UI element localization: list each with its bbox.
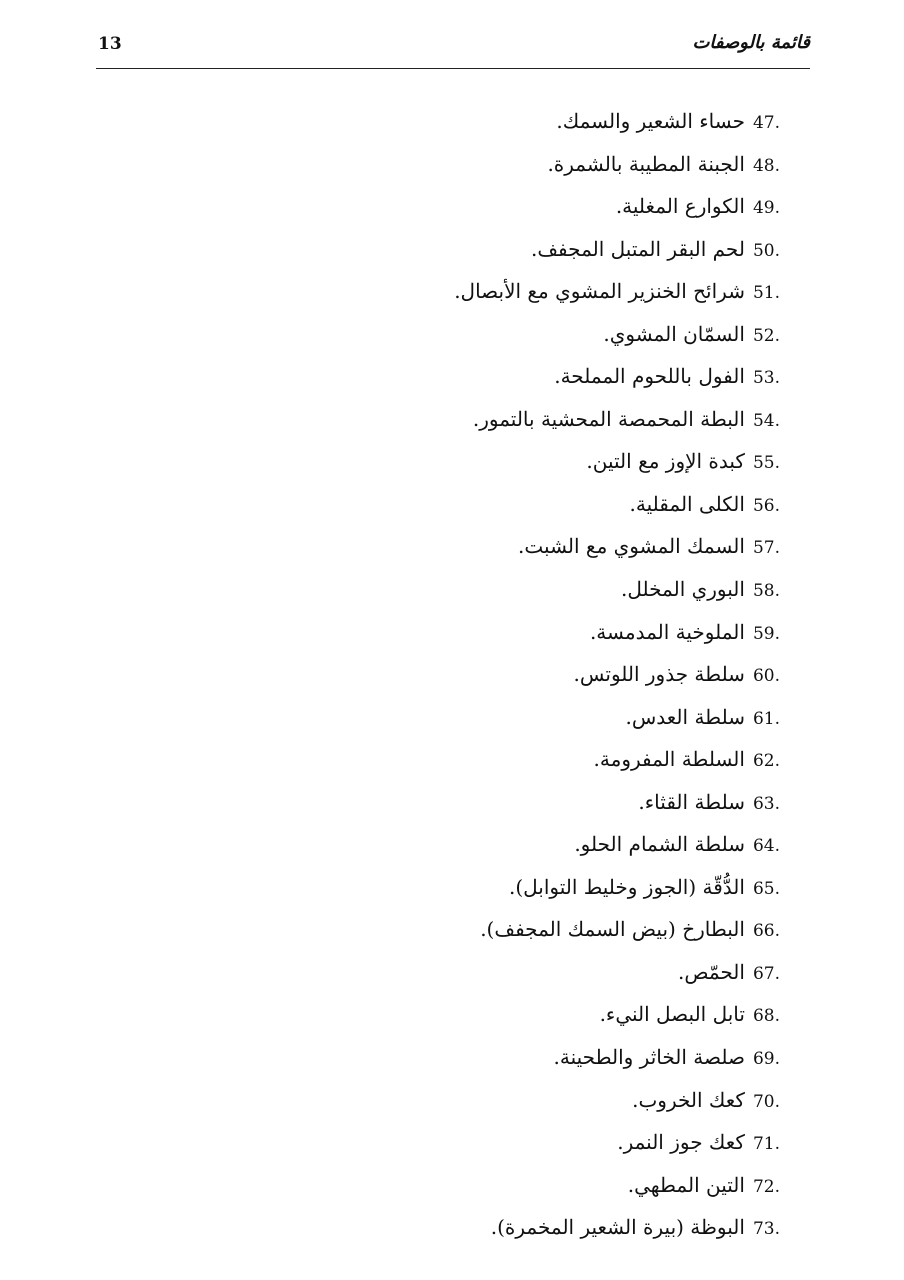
recipe-list-item [454,653,780,696]
recipe-name: السمك المشوي مع الشبت. [518,534,745,559]
recipe-name: تابل البصل النيء. [599,1002,745,1027]
recipe-list-item [454,568,780,611]
recipe-number: 66. [752,921,780,942]
recipe-name: سلطة القثاء. [638,789,745,814]
recipe-name: الدُّقّة (الجوز وخليط التوابل). [508,874,745,899]
recipe-number: 73. [752,1219,780,1240]
recipe-number: 51. [752,283,780,304]
recipe-number: 52. [752,325,780,346]
recipe-list-item [454,823,780,866]
recipe-list-item [454,993,780,1036]
recipe-name: الكلى المقلية. [629,491,745,516]
recipe-name: كعك الخروب. [632,1087,745,1112]
recipe-number: 48. [752,155,780,176]
recipe-name: الكوارع المغلية. [615,194,745,219]
recipe-name: السلطة المفرومة. [593,747,745,772]
recipe-number: 62. [752,751,780,772]
recipe-list [454,100,780,1249]
recipe-number: 65. [752,878,780,899]
recipe-name: الحمّص. [677,959,745,984]
recipe-list-item [454,1164,780,1207]
recipe-list-item [454,185,780,228]
recipe-number: 72. [752,1176,780,1197]
recipe-number: 55. [752,453,780,474]
recipe-list-item [454,611,780,654]
recipe-list-item [454,951,780,994]
recipe-number: 63. [752,793,780,814]
recipe-number: 56. [752,495,780,516]
recipe-number: 60. [752,666,780,687]
recipe-list-item [454,1079,780,1122]
recipe-list-item [454,440,780,483]
recipe-list-item [454,738,780,781]
recipe-name: سلطة الشمام الحلو. [574,832,745,857]
recipe-name: لحم البقر المتبل المجفف. [530,236,745,261]
recipe-list-item [454,781,780,824]
running-title: قائمة بالوصفات [692,32,810,53]
page-header [96,30,810,69]
recipe-number: 47. [752,113,780,133]
recipe-name: البطة المحمصة المحشية بالتمور. [472,406,745,431]
recipe-name: السمّان المشوي. [603,321,745,346]
recipe-number: 67. [752,963,780,984]
recipe-name: البوظة (بيرة الشعير المخمرة). [490,1215,745,1240]
recipe-name: كعك جوز النمر. [617,1130,745,1155]
recipe-list-item [454,228,780,271]
recipe-number: 71. [752,1134,780,1155]
recipe-list-item [454,270,780,313]
page-number: 13 [98,34,122,54]
recipe-number: 69. [752,1049,780,1070]
recipe-number: 57. [752,538,780,559]
recipe-list-item [454,1036,780,1079]
recipe-number: 58. [752,581,780,602]
recipe-name: التين المطهي. [627,1172,745,1197]
recipe-list-item [454,355,780,398]
recipe-name: الجبنة المطيبة بالشمرة. [547,151,745,176]
recipe-name: سلطة العدس. [625,704,745,729]
recipe-list-item [454,525,780,568]
recipe-list-item [454,398,780,441]
recipe-number: 59. [752,623,780,644]
recipe-number: 53. [752,368,780,389]
recipe-list-item [454,313,780,356]
recipe-number: 61. [752,708,780,729]
recipe-list-item [454,866,780,909]
recipe-name: حساء الشعير والسمك. [556,109,745,133]
recipe-name: سلطة جذور اللوتس. [573,662,745,687]
recipe-number: 68. [752,1006,780,1027]
recipe-number: 50. [752,240,780,261]
recipe-name: الملوخية المدمسة. [589,619,745,644]
recipe-name: كبدة الإوز مع التين. [586,449,745,474]
recipe-number: 54. [752,410,780,431]
recipe-list-item [454,100,780,143]
recipe-list-item [454,696,780,739]
recipe-list-item [454,483,780,526]
recipe-list-item [454,1121,780,1164]
recipe-number: 64. [752,836,780,857]
recipe-list-item [454,1206,780,1249]
recipe-name: البطارخ (بيض السمك المجفف). [480,917,745,942]
recipe-name: شرائح الخنزير المشوي مع الأبصال. [454,279,745,304]
recipe-list-item [454,143,780,186]
recipe-name: صلصة الخاثر والطحينة. [553,1045,745,1070]
recipe-name: الفول باللحوم المملحة. [554,364,745,389]
recipe-number: 49. [752,198,780,219]
recipe-list-item [454,908,780,951]
recipe-name: البوري المخلل. [621,577,745,602]
recipe-number: 70. [752,1091,780,1112]
